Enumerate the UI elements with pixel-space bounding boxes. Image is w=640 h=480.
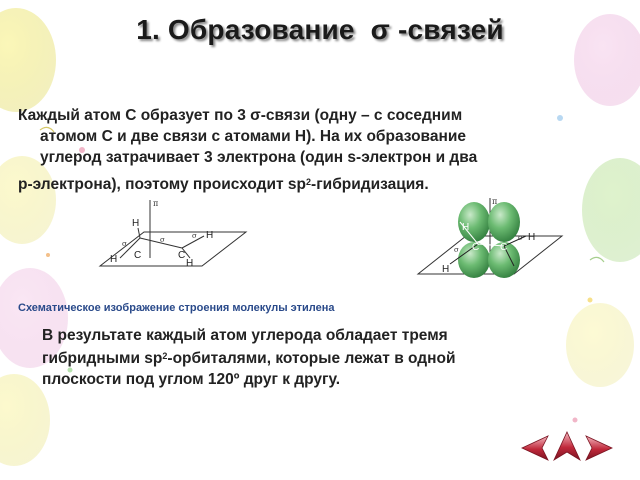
intro-line-4: [18, 172, 618, 195]
ethylene-orbital-diagram: [414, 196, 564, 280]
left-sigma-1: σ: [122, 240, 127, 248]
right-c-1: C: [472, 242, 480, 253]
triangle-up-icon: [554, 432, 580, 460]
home-slide-button[interactable]: [552, 430, 582, 462]
right-c-2: C: [500, 242, 508, 253]
right-sigma-2: σ: [518, 234, 523, 242]
prev-slide-button[interactable]: [520, 434, 550, 462]
left-h-bottom-right: H: [186, 258, 194, 269]
right-h-right: H: [528, 232, 536, 243]
figure-caption: Схематическое изображение строения молекулы этилена: [18, 302, 335, 314]
conclusion-line-1: В результате каждый атом углерода обладает тремя: [42, 327, 448, 344]
intro-paragraph: [18, 105, 618, 195]
conclusion-line-2-a: гибридными sp: [42, 350, 163, 367]
intro-line-4-a: p-электрона), поэтому происходит sp: [18, 176, 307, 193]
intro-line-4-b: -гибридизация.: [311, 176, 429, 193]
intro-line-2: атомом С и две связи с атомами Н). На их образование: [40, 128, 467, 145]
conclusion-line-2-b: -орбиталями, которые лежат в одной: [167, 350, 456, 367]
ethylene-plane-diagram: [98, 196, 248, 276]
right-h-bottom-left: H: [442, 264, 450, 275]
conclusion-line-2-sup: 2: [162, 351, 168, 361]
left-pi-label: π: [153, 199, 159, 208]
right-h-top: H: [462, 222, 470, 233]
intro-line-1: Каждый атом С образует по 3 σ-связи (одну – с соседним: [18, 107, 463, 124]
title-main: 1. Образование: [136, 14, 355, 45]
left-h-top: H: [132, 218, 140, 229]
slide-navigation: [520, 430, 616, 464]
intro-line-3: углерод затрачивает 3 электрона (один s-электрон и два: [40, 149, 478, 166]
intro-line-4-sup: 2: [306, 177, 312, 187]
conclusion-line-3: плоскости под углом 120º друг к другу.: [42, 371, 341, 388]
right-pi-label: π: [492, 197, 498, 206]
triangle-left-icon: [522, 436, 548, 460]
triangle-right-icon: [586, 436, 612, 460]
right-sigma-1: σ: [454, 246, 459, 254]
slide-title: [0, 14, 640, 46]
left-sigma-3: σ: [192, 232, 197, 240]
next-slide-button[interactable]: [584, 434, 614, 462]
conclusion-line-2: [42, 346, 622, 369]
left-h-right: H: [206, 230, 214, 241]
title-sigma: σ -связей: [370, 14, 504, 45]
left-h-bottom-left: H: [110, 254, 118, 265]
left-c-2: C: [178, 250, 186, 261]
conclusion-paragraph: [42, 325, 622, 390]
left-sigma-2: σ: [160, 236, 165, 244]
left-c-1: C: [134, 250, 142, 261]
